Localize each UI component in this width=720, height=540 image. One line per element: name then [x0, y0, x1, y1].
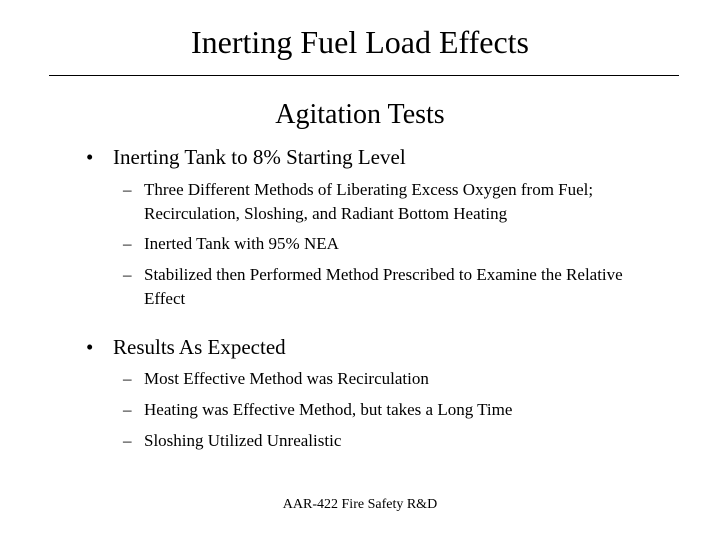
- bullet-marker: •: [86, 335, 94, 359]
- sub-bullet-item: [0, 178, 720, 226]
- bullet-item: [0, 144, 720, 170]
- sub-bullet-marker: –: [123, 400, 132, 419]
- sub-bullet-text: Stabilized then Performed Method Prescribed to Examine the Relative Effect: [144, 265, 623, 308]
- sub-bullet-text: Heating was Effective Method, but takes a Long Time: [144, 400, 513, 419]
- slide-footer: AAR-422 Fire Safety R&D: [282, 497, 438, 512]
- bullet-item: [0, 334, 720, 360]
- sub-bullet-marker: –: [123, 369, 132, 388]
- sub-bullet-marker: –: [123, 234, 132, 253]
- sub-bullet-item: [0, 398, 720, 422]
- sub-bullet-item: [0, 367, 720, 391]
- sub-bullet-marker: –: [123, 265, 132, 284]
- sub-bullet-text: Inerted Tank with 95% NEA: [144, 234, 339, 253]
- sub-bullet-marker: –: [123, 431, 132, 450]
- slide-title: Inerting Fuel Load Effects: [191, 24, 529, 60]
- sub-bullet-text: Sloshing Utilized Unrealistic: [144, 431, 342, 450]
- bullet-text: Inerting Tank to 8% Starting Level: [113, 145, 406, 169]
- sub-bullet-marker: –: [123, 180, 132, 199]
- bullet-marker: •: [86, 145, 94, 169]
- title-divider: [49, 75, 679, 76]
- sub-bullet-item: [0, 429, 720, 453]
- slide-subtitle: Agitation Tests: [275, 99, 445, 130]
- sub-bullet-item: [0, 232, 720, 256]
- sub-bullet-text: Three Different Methods of Liberating Excess Oxygen from Fuel; Recirculation, Sloshing, and Radiant Bottom Heating: [144, 180, 594, 223]
- bullet-text: Results As Expected: [113, 335, 286, 359]
- sub-bullet-text: Most Effective Method was Recirculation: [144, 369, 429, 388]
- sub-bullet-item: [0, 263, 720, 311]
